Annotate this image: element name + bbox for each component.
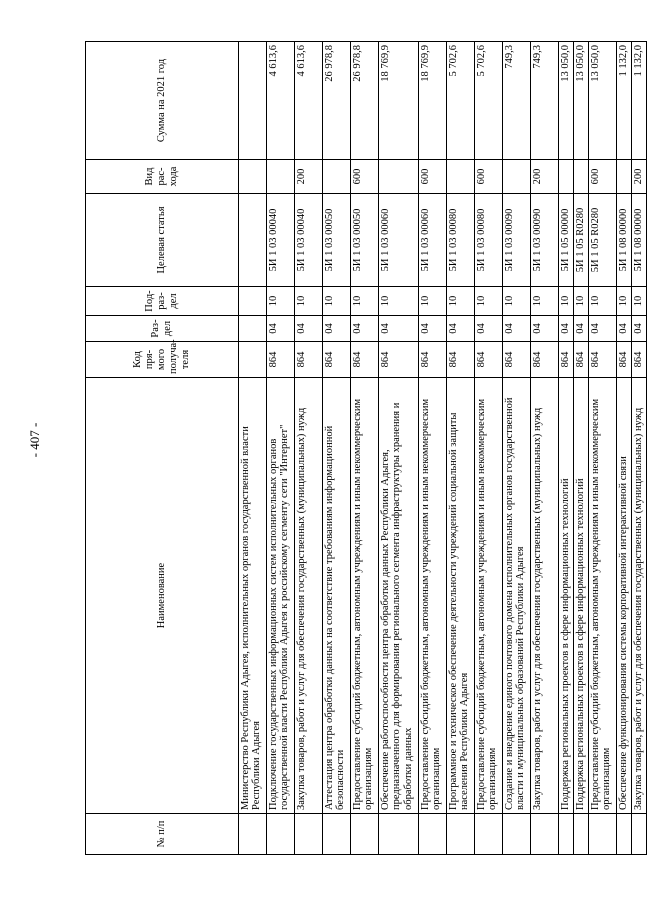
table-row [617,42,632,855]
cell-vid [559,160,574,194]
cell-num [589,814,617,855]
cell-code: 864 [447,342,475,378]
cell-code: 864 [531,342,559,378]
cell-statya: 5И 1 03 00060 [379,194,419,287]
header-vid: Вид рас-хода [86,160,239,194]
cell-code [239,342,267,378]
cell-podrazdel: 10 [323,287,351,316]
cell-podrazdel: 10 [531,287,559,316]
cell-name: Поддержка региональных проектов в сфере информационных технологий [574,378,589,814]
table-row [379,42,419,855]
cell-podrazdel: 10 [617,287,632,316]
header-code: Код пря-мого получа-теля [86,342,239,378]
cell-code: 864 [379,342,419,378]
cell-code: 864 [559,342,574,378]
cell-statya: 5И 1 05 00000 [559,194,574,287]
cell-sum: 18 769,9 [379,42,419,160]
cell-num [503,814,531,855]
cell-code: 864 [632,342,647,378]
cell-statya: 5И 1 03 00040 [295,194,323,287]
cell-podrazdel: 10 [632,287,647,316]
cell-name: Предоставление субсидий бюджетным, автономным учреждениям и иным некоммерческим организациям [351,378,379,814]
header-statya: Целевая статья [86,194,239,287]
cell-statya [239,194,267,287]
cell-code: 864 [323,342,351,378]
cell-vid [239,160,267,194]
cell-razdel: 04 [531,316,559,342]
cell-num [295,814,323,855]
cell-sum: 749,3 [503,42,531,160]
cell-podrazdel: 10 [559,287,574,316]
cell-num [574,814,589,855]
cell-razdel [239,316,267,342]
header-razdel: Раз-дел [86,316,239,342]
cell-statya: 5И 1 03 00090 [503,194,531,287]
cell-vid [379,160,419,194]
cell-vid [617,160,632,194]
table-body [239,42,647,855]
cell-razdel: 04 [267,316,295,342]
table-row [267,42,295,855]
cell-podrazdel: 10 [574,287,589,316]
cell-statya: 5И 1 05 R0280 [574,194,589,287]
cell-name: Министерство Республики Адыгея, исполнительных органов государственной власти Республики Адыгея [239,378,267,814]
table-row [589,42,617,855]
header-name: Наименование [86,378,239,814]
cell-statya: 5И 1 03 00090 [531,194,559,287]
cell-podrazdel: 10 [351,287,379,316]
rotated-table-container [85,42,644,855]
header-num: № п/п [86,814,239,855]
cell-code: 864 [589,342,617,378]
cell-name: Закупка товаров, работ и услуг для обеспечения государственных (муниципальных) нужд [632,378,647,814]
table-row [419,42,447,855]
cell-num [617,814,632,855]
cell-name: Подключение государственных информационных систем исполнительных органов государственной власти Республики Адыгея к российскому сегменту сети "Интернет" [267,378,295,814]
cell-num [239,814,267,855]
cell-razdel: 04 [559,316,574,342]
cell-sum: 26 978,8 [351,42,379,160]
cell-razdel: 04 [295,316,323,342]
cell-razdel: 04 [632,316,647,342]
cell-podrazdel: 10 [589,287,617,316]
cell-num [323,814,351,855]
cell-vid: 200 [295,160,323,194]
budget-table [85,41,647,855]
cell-vid: 200 [632,160,647,194]
cell-razdel: 04 [503,316,531,342]
cell-statya: 5И 1 03 00050 [351,194,379,287]
cell-sum: 13 050,0 [559,42,574,160]
cell-num [267,814,295,855]
cell-razdel: 04 [419,316,447,342]
cell-vid [323,160,351,194]
header-sum: Сумма на 2021 год [86,42,239,160]
cell-sum: 5 702,6 [447,42,475,160]
cell-statya: 5И 1 03 00060 [419,194,447,287]
cell-code: 864 [617,342,632,378]
cell-razdel: 04 [351,316,379,342]
cell-statya: 5И 1 05 R0280 [589,194,617,287]
cell-num [559,814,574,855]
cell-code: 864 [351,342,379,378]
cell-name: Закупка товаров, работ и услуг для обеспечения государственных (муниципальных) нужд [295,378,323,814]
cell-razdel: 04 [617,316,632,342]
cell-code: 864 [267,342,295,378]
cell-statya: 5И 1 03 00080 [475,194,503,287]
cell-vid [503,160,531,194]
cell-podrazdel: 10 [295,287,323,316]
cell-code: 864 [475,342,503,378]
cell-name: Предоставление субсидий бюджетным, автономным учреждениям и иным некоммерческим организациям [419,378,447,814]
cell-name: Закупка товаров, работ и услуг для обеспечения государственных (муниципальных) нужд [531,378,559,814]
cell-podrazdel: 10 [379,287,419,316]
cell-name: Обеспечение работоспособности центра обработки данных Республики Адыгея, предназначенного для формирования регионального сегмента инфраструктуры хранения и обработки данных [379,378,419,814]
cell-code: 864 [295,342,323,378]
cell-sum [239,42,267,160]
cell-name: Обеспечение функционирования системы корпоративной интерактивной связи [617,378,632,814]
cell-code: 864 [419,342,447,378]
cell-podrazdel: 10 [503,287,531,316]
cell-vid [267,160,295,194]
cell-vid [447,160,475,194]
table-row [447,42,475,855]
table-row [503,42,531,855]
cell-code: 864 [574,342,589,378]
page-number: - 407 - [27,422,42,458]
cell-name: Предоставление субсидий бюджетным, автономным учреждениям и иным некоммерческим организациям [589,378,617,814]
cell-name: Программное и техническое обеспечение деятельности учреждений социальной защиты населения Республики Адыгея [447,378,475,814]
cell-vid [574,160,589,194]
table-row [559,42,574,855]
cell-statya: 5И 1 03 00080 [447,194,475,287]
cell-sum: 13 050,0 [589,42,617,160]
cell-name: Аттестация центра обработки данных на соответствие требованиям информационной безопасности [323,378,351,814]
header-podrazdel: Под-раз-дел [86,287,239,316]
table-row [323,42,351,855]
cell-podrazdel: 10 [267,287,295,316]
cell-sum: 13 050,0 [574,42,589,160]
cell-num [475,814,503,855]
cell-razdel: 04 [447,316,475,342]
table-row [351,42,379,855]
table-row [531,42,559,855]
table-row [574,42,589,855]
cell-razdel: 04 [475,316,503,342]
cell-sum: 749,3 [531,42,559,160]
cell-statya: 5И 1 03 00050 [323,194,351,287]
cell-num [447,814,475,855]
cell-podrazdel: 10 [475,287,503,316]
cell-num [531,814,559,855]
cell-num [632,814,647,855]
cell-name: Поддержка региональных проектов в сфере информационных технологий [559,378,574,814]
cell-code: 864 [503,342,531,378]
cell-vid: 600 [475,160,503,194]
cell-podrazdel: 10 [419,287,447,316]
cell-sum: 5 702,6 [475,42,503,160]
cell-razdel: 04 [379,316,419,342]
header-row [86,42,239,855]
cell-num [351,814,379,855]
cell-statya: 5И 1 03 00040 [267,194,295,287]
cell-sum: 1 132,0 [617,42,632,160]
cell-num [419,814,447,855]
table-row [295,42,323,855]
cell-vid: 600 [419,160,447,194]
cell-vid: 600 [351,160,379,194]
table-row [239,42,267,855]
table-row [475,42,503,855]
cell-sum: 4 613,6 [267,42,295,160]
cell-vid: 600 [589,160,617,194]
cell-sum: 26 978,8 [323,42,351,160]
table-row [632,42,647,855]
cell-statya: 5И 1 08 00000 [617,194,632,287]
cell-vid: 200 [531,160,559,194]
cell-podrazdel [239,287,267,316]
cell-podrazdel: 10 [447,287,475,316]
cell-name: Предоставление субсидий бюджетным, автономным учреждениям и иным некоммерческим организациям [475,378,503,814]
cell-razdel: 04 [323,316,351,342]
cell-razdel: 04 [574,316,589,342]
cell-sum: 1 132,0 [632,42,647,160]
cell-sum: 4 613,6 [295,42,323,160]
cell-razdel: 04 [589,316,617,342]
cell-name: Создание и внедрение единого почтового домена исполнительных органов государственной власти и муниципальных образований Республики Адыгея [503,378,531,814]
cell-num [379,814,419,855]
cell-sum: 18 769,9 [419,42,447,160]
cell-statya: 5И 1 08 00000 [632,194,647,287]
